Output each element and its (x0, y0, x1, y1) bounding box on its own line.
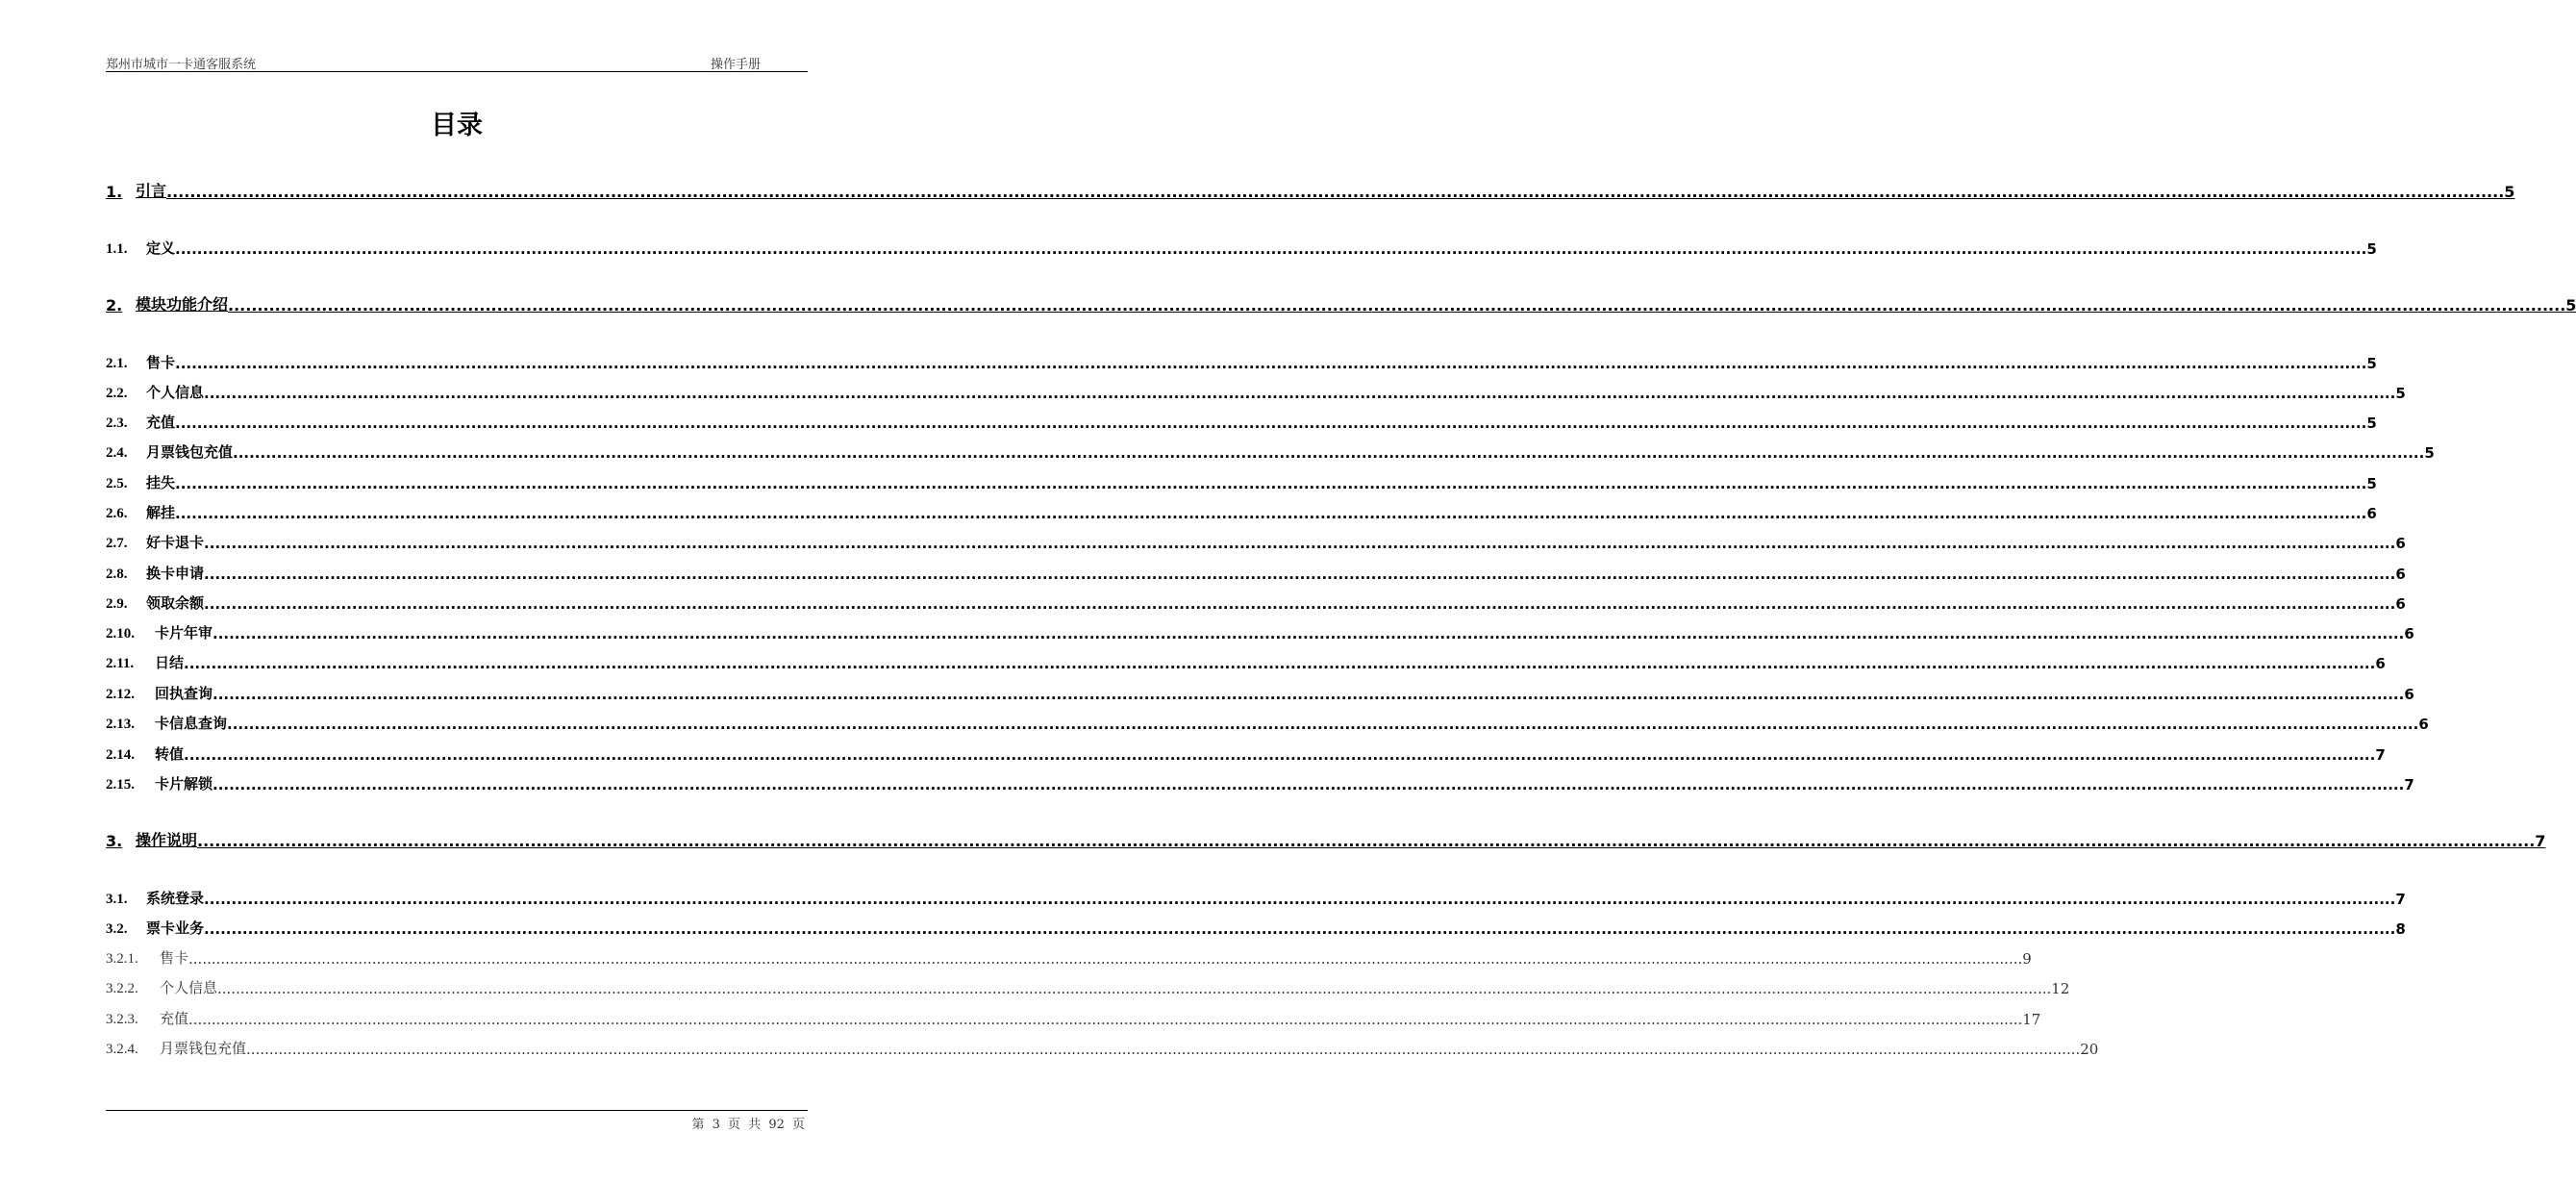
toc-entry-page: 6 (2375, 655, 2386, 672)
toc-entry-number: 2.7. (106, 536, 128, 551)
toc-entry-page: 7 (2375, 746, 2386, 764)
toc-entry-title: 卡片解锁 (155, 775, 213, 793)
toc-entry-page: 12 (2051, 980, 2070, 997)
toc-entry-title: 定义 (146, 239, 176, 257)
toc-entry-number: 3.2.1. (106, 951, 138, 967)
toc-dot-leader: ................................................................................................................................................................................................................................................................................................................................................................................................................ (166, 183, 2505, 201)
toc-dot-leader: ................................................................................................................................................................................................................................................................................................................................................................................................................ (204, 920, 2396, 938)
toc-entry[interactable] (106, 621, 2414, 642)
toc-entry-title: 好卡退卡 (146, 534, 205, 551)
page-number: 第 3 页 共 92 页 (691, 1118, 805, 1132)
toc-entry-title: 月票钱包充值 (146, 443, 234, 461)
toc-entry-number: 2.2. (106, 386, 128, 401)
toc-entry-title: 挂失 (146, 474, 176, 491)
toc-entry-page: 5 (2395, 385, 2406, 402)
toc-entry-number: 3.2. (106, 921, 128, 937)
toc-entry-page: 6 (2395, 566, 2406, 583)
toc-entry[interactable] (106, 772, 2414, 793)
toc-entry-title: 换卡申请 (146, 565, 205, 582)
toc-entry-title: 解挂 (146, 504, 176, 521)
toc-entry[interactable] (106, 682, 2414, 703)
toc-entry-page: 7 (2404, 776, 2414, 793)
toc-entry-page: 5 (2366, 355, 2377, 372)
toc-entry-page: 5 (2366, 415, 2377, 432)
toc-dot-leader: ................................................................................................................................................................................................................................................................................................................................................................................................................ (213, 625, 2405, 642)
toc-dot-leader: ................................................................................................................................................................................................................................................................................................................................................................................................................ (204, 891, 2396, 908)
header-system-name: 郑州市城市一卡通客服系统 (106, 58, 257, 72)
toc-entry-page: 5 (2424, 444, 2435, 462)
toc-dot-leader: ................................................................................................................................................................................................................................................................................................................................................................................................................ (204, 385, 2396, 402)
toc-entry-number: 2.13. (106, 717, 135, 732)
toc-dot-leader: ................................................................................................................................................................................................................................................................................................................................................................................................................ (204, 595, 2396, 613)
toc-entry[interactable] (106, 917, 2406, 938)
toc-dot-leader: ................................................................................................................................................................................................................................................................................................................................................................................................................ (233, 444, 2425, 462)
toc-entry-page: 5 (2504, 183, 2515, 201)
toc-entry-title: 个人信息 (160, 979, 218, 996)
toc-entry-title: 领取余额 (146, 594, 205, 612)
toc-entry-title: 操作说明 (136, 831, 198, 849)
toc-entry-title: 系统登录 (146, 890, 205, 907)
toc-entry[interactable] (106, 829, 2546, 850)
toc-dot-leader: ................................................................................................................................................................................................................................................................................................................................................................................................................ (175, 355, 2367, 372)
toc-entry-page: 7 (2395, 891, 2406, 908)
toc-dot-leader: ................................................................................................................................................................................................................................................................................................................................................................................................................ (188, 1011, 2023, 1028)
toc-entry-title: 转值 (155, 745, 185, 763)
toc-entry-number: 2.4. (106, 445, 128, 461)
toc-entry-page: 6 (2395, 535, 2406, 552)
toc-entry-title: 票卡业务 (146, 919, 205, 937)
toc-entry-page: 6 (2366, 505, 2377, 522)
toc-entry[interactable] (106, 1037, 2099, 1058)
toc-entry[interactable] (106, 743, 2386, 764)
toc-dot-leader: ................................................................................................................................................................................................................................................................................................................................................................................................................ (204, 566, 2396, 583)
toc-entry-page: 5 (2366, 240, 2377, 258)
toc-entry-page: 6 (2404, 625, 2414, 642)
toc-entry-number: 2.5. (106, 476, 128, 491)
toc-entry-number: 3.2.4. (106, 1042, 138, 1057)
toc-dot-leader: ................................................................................................................................................................................................................................................................................................................................................................................................................ (175, 505, 2367, 522)
toc-entry-number: 2.8. (106, 566, 128, 582)
toc-dot-leader: ................................................................................................................................................................................................................................................................................................................................................................................................................ (184, 655, 2376, 672)
toc-entry-page: 5 (2366, 475, 2377, 492)
toc-entry[interactable] (106, 887, 2406, 908)
toc-entry-number: 1.1. (106, 241, 128, 257)
toc-entry[interactable] (106, 531, 2406, 552)
header-doc-type: 操作手册 (711, 58, 762, 72)
toc-entry-title: 售卡 (146, 354, 176, 371)
toc-entry-number: 1. (106, 183, 123, 201)
toc-entry-title: 个人信息 (146, 384, 205, 401)
toc-entry-page: 9 (2022, 950, 2032, 968)
toc-entry[interactable] (106, 712, 2429, 733)
toc-entry[interactable] (106, 440, 2435, 462)
page-footer (106, 1110, 808, 1132)
toc-entry-number: 2.11. (106, 656, 135, 671)
toc-entry-number: 2.14. (106, 747, 135, 763)
toc-entry[interactable] (106, 562, 2406, 583)
toc-entry-page: 17 (2022, 1011, 2041, 1028)
toc-title: 目录 (431, 111, 483, 140)
toc-entry[interactable] (106, 237, 2377, 258)
toc-entry-number: 2.10. (106, 626, 135, 642)
toc-entry[interactable] (106, 471, 2377, 492)
toc-entry[interactable] (106, 1007, 2041, 1028)
toc-entry[interactable] (106, 946, 2032, 968)
toc-dot-leader: ................................................................................................................................................................................................................................................................................................................................................................................................................ (184, 746, 2376, 764)
toc-entry-page: 8 (2395, 920, 2406, 938)
toc-entry-number: 2. (106, 296, 123, 315)
toc-entry[interactable] (106, 411, 2377, 432)
toc-entry[interactable] (106, 976, 2070, 997)
toc-entry-title: 卡信息查询 (155, 715, 228, 732)
toc-entry-title: 日结 (155, 654, 185, 671)
toc-entry[interactable] (106, 651, 2386, 672)
toc-entry-title: 引言 (136, 182, 167, 200)
toc-entry-page: 5 (2565, 296, 2576, 315)
toc-dot-leader: ................................................................................................................................................................................................................................................................................................................................................................................................................ (175, 415, 2367, 432)
toc-dot-leader: ................................................................................................................................................................................................................................................................................................................................................................................................................ (188, 950, 2023, 968)
toc-entry-number: 3. (106, 832, 123, 850)
toc-dot-leader: ................................................................................................................................................................................................................................................................................................................................................................................................................ (204, 535, 2396, 552)
toc-entry-title: 回执查询 (155, 685, 213, 702)
toc-dot-leader: ................................................................................................................................................................................................................................................................................................................................................................................................................ (175, 240, 2367, 258)
toc-entry-number: 2.9. (106, 596, 128, 612)
toc-entry[interactable] (106, 592, 2406, 613)
toc-entry-title: 月票钱包充值 (160, 1040, 247, 1057)
toc-entry-number: 3.2.2. (106, 981, 138, 996)
toc-dot-leader: ................................................................................................................................................................................................................................................................................................................................................................................................................ (175, 475, 2367, 492)
toc-entry-page: 6 (2395, 595, 2406, 613)
toc-entry[interactable] (106, 501, 2377, 522)
toc-dot-leader: ................................................................................................................................................................................................................................................................................................................................................................................................................ (246, 1041, 2081, 1058)
toc-entry-number: 2.3. (106, 415, 128, 431)
toc-dot-leader: ................................................................................................................................................................................................................................................................................................................................................................................................................ (197, 832, 2536, 850)
toc-entry-number: 2.6. (106, 506, 128, 521)
toc-entry-page: 20 (2080, 1041, 2099, 1058)
toc-entry-page: 6 (2418, 716, 2429, 733)
toc-dot-leader: ................................................................................................................................................................................................................................................................................................................................................................................................................ (228, 296, 2566, 315)
toc-entry[interactable] (106, 381, 2406, 402)
toc-entry-number: 3.1. (106, 892, 128, 907)
toc-dot-leader: ................................................................................................................................................................................................................................................................................................................................................................................................................ (213, 776, 2405, 793)
toc-entry[interactable] (106, 351, 2377, 372)
toc-entry-number: 2.15. (106, 777, 135, 793)
toc-dot-leader: ................................................................................................................................................................................................................................................................................................................................................................................................................ (213, 686, 2405, 703)
toc-entry-page: 6 (2404, 686, 2414, 703)
toc-entry-number: 2.1. (106, 356, 128, 371)
toc-entry-number: 3.2.3. (106, 1012, 138, 1027)
toc-entry[interactable] (106, 180, 2515, 201)
toc-entry[interactable] (106, 293, 2576, 315)
toc-entry-title: 售卡 (160, 949, 189, 967)
toc-entry-number: 2.12. (106, 687, 135, 702)
toc-entry-title: 充值 (146, 414, 176, 431)
toc-dot-leader: ................................................................................................................................................................................................................................................................................................................................................................................................................ (217, 980, 2052, 997)
page-header (106, 53, 808, 72)
toc-entry-page: 7 (2535, 832, 2546, 850)
toc-entry-title: 模块功能介绍 (136, 295, 229, 314)
toc-entry-title: 充值 (160, 1010, 189, 1027)
toc-dot-leader: ................................................................................................................................................................................................................................................................................................................................................................................................................ (227, 716, 2419, 733)
toc-entry-title: 卡片年审 (155, 624, 213, 642)
